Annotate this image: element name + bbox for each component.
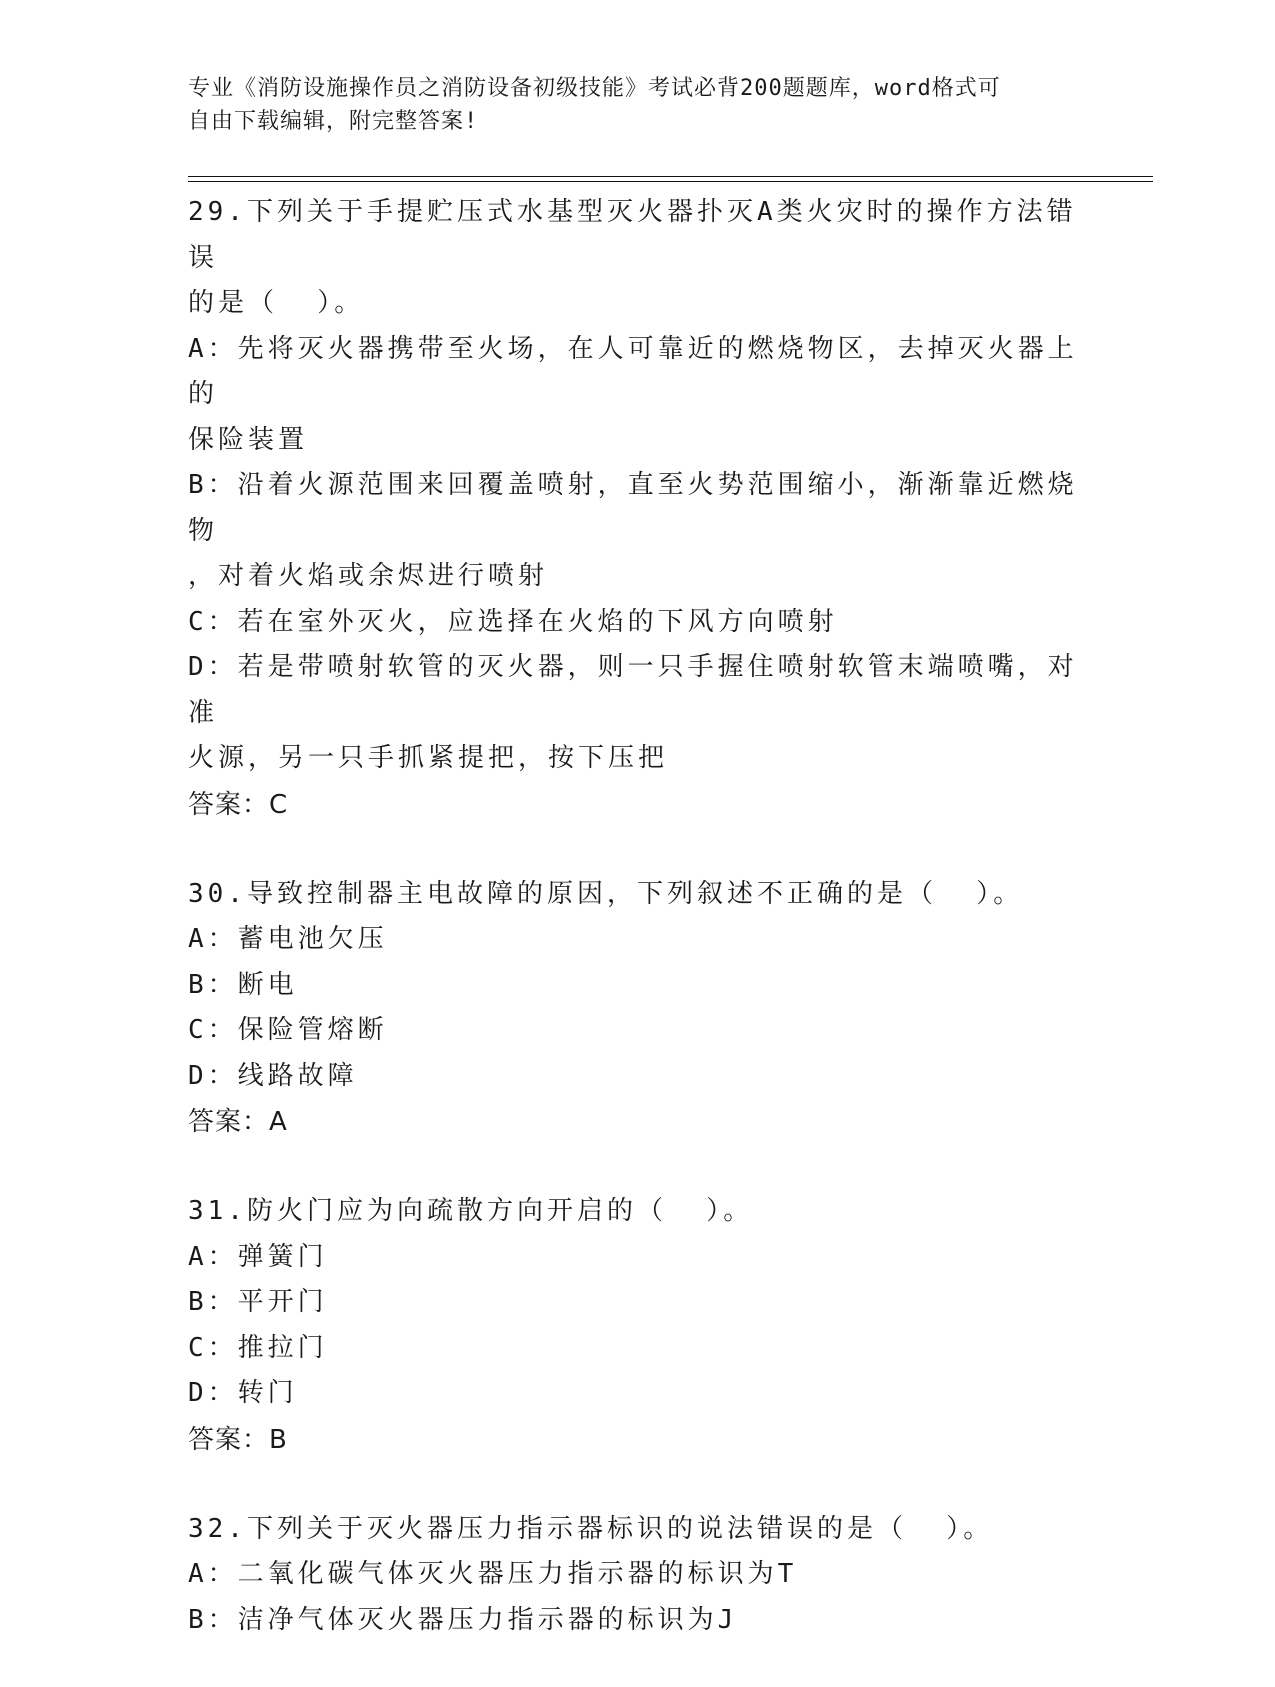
option-a-line: 保险装置 [188, 424, 309, 455]
header-line-2: 自由下载编辑，附完整答案! [188, 109, 479, 134]
option-a-line: A：蓄电池欠压 [188, 924, 388, 954]
answer-label: 答案：C [188, 789, 289, 820]
header-line-1: 专业《消防设施操作员之消防设备初级技能》考试必背200题题库，word格式可 [188, 76, 1001, 101]
question-stem-line: 31.防火门应为向疏散方向开启的（ ）。 [188, 1196, 754, 1226]
option-b-line: B：洁净气体灭火器压力指示器的标识为J [188, 1604, 738, 1635]
question-stem-line: 30.导致控制器主电故障的原因，下列叙述不正确的是（ ）。 [188, 878, 1024, 909]
answer-label: 答案：A [188, 1107, 288, 1137]
question-29 [188, 190, 1088, 828]
document-header [188, 72, 1068, 138]
option-a-line: A：先将灭火器携带至火场，在人可靠近的燃烧物区，去掉灭火器上的 [188, 333, 1078, 409]
option-a-line: A：二氧化碳气体灭火器压力指示器的标识为T [188, 1559, 798, 1589]
option-d-line: D：线路故障 [188, 1060, 358, 1091]
question-30 [188, 872, 1088, 1146]
question-stem-line: 的是（ ）。 [188, 288, 365, 318]
option-c-line: C：保险管熔断 [188, 1015, 388, 1045]
question-32 [188, 1507, 1088, 1644]
option-d-line: D：若是带喷射软管的灭火器，则一只手握住喷射软管末端喷嘴，对准 [188, 652, 1078, 728]
option-c-line: C：推拉门 [188, 1332, 328, 1363]
option-b-line: B：沿着火源范围来回覆盖喷射，直至火势范围缩小，渐渐靠近燃烧物 [188, 470, 1078, 546]
question-stem-line: 32.下列关于灭火器压力指示器标识的说法错误的是（ ）。 [188, 1513, 994, 1544]
header-rule-bottom [188, 181, 1153, 182]
option-d-line: D：转门 [188, 1378, 298, 1408]
option-b-line: B：平开门 [188, 1287, 328, 1317]
option-d-line: 火源，另一只手抓紧提把，按下压把 [188, 743, 669, 773]
header-rule-top [188, 176, 1153, 177]
question-stem-line: 29.下列关于手提贮压式水基型灭火器扑灭A类火灾时的操作方法错误 [188, 197, 1077, 273]
question-list [188, 190, 1088, 1687]
option-a-line: A：弹簧门 [188, 1241, 328, 1272]
option-b-line: B：断电 [188, 969, 298, 1000]
question-31 [188, 1189, 1088, 1463]
option-c-line: C：若在室外灭火，应选择在火焰的下风方向喷射 [188, 606, 838, 637]
option-b-line: ，对着火焰或余烬进行喷射 [188, 561, 549, 591]
answer-label: 答案：B [188, 1424, 288, 1455]
